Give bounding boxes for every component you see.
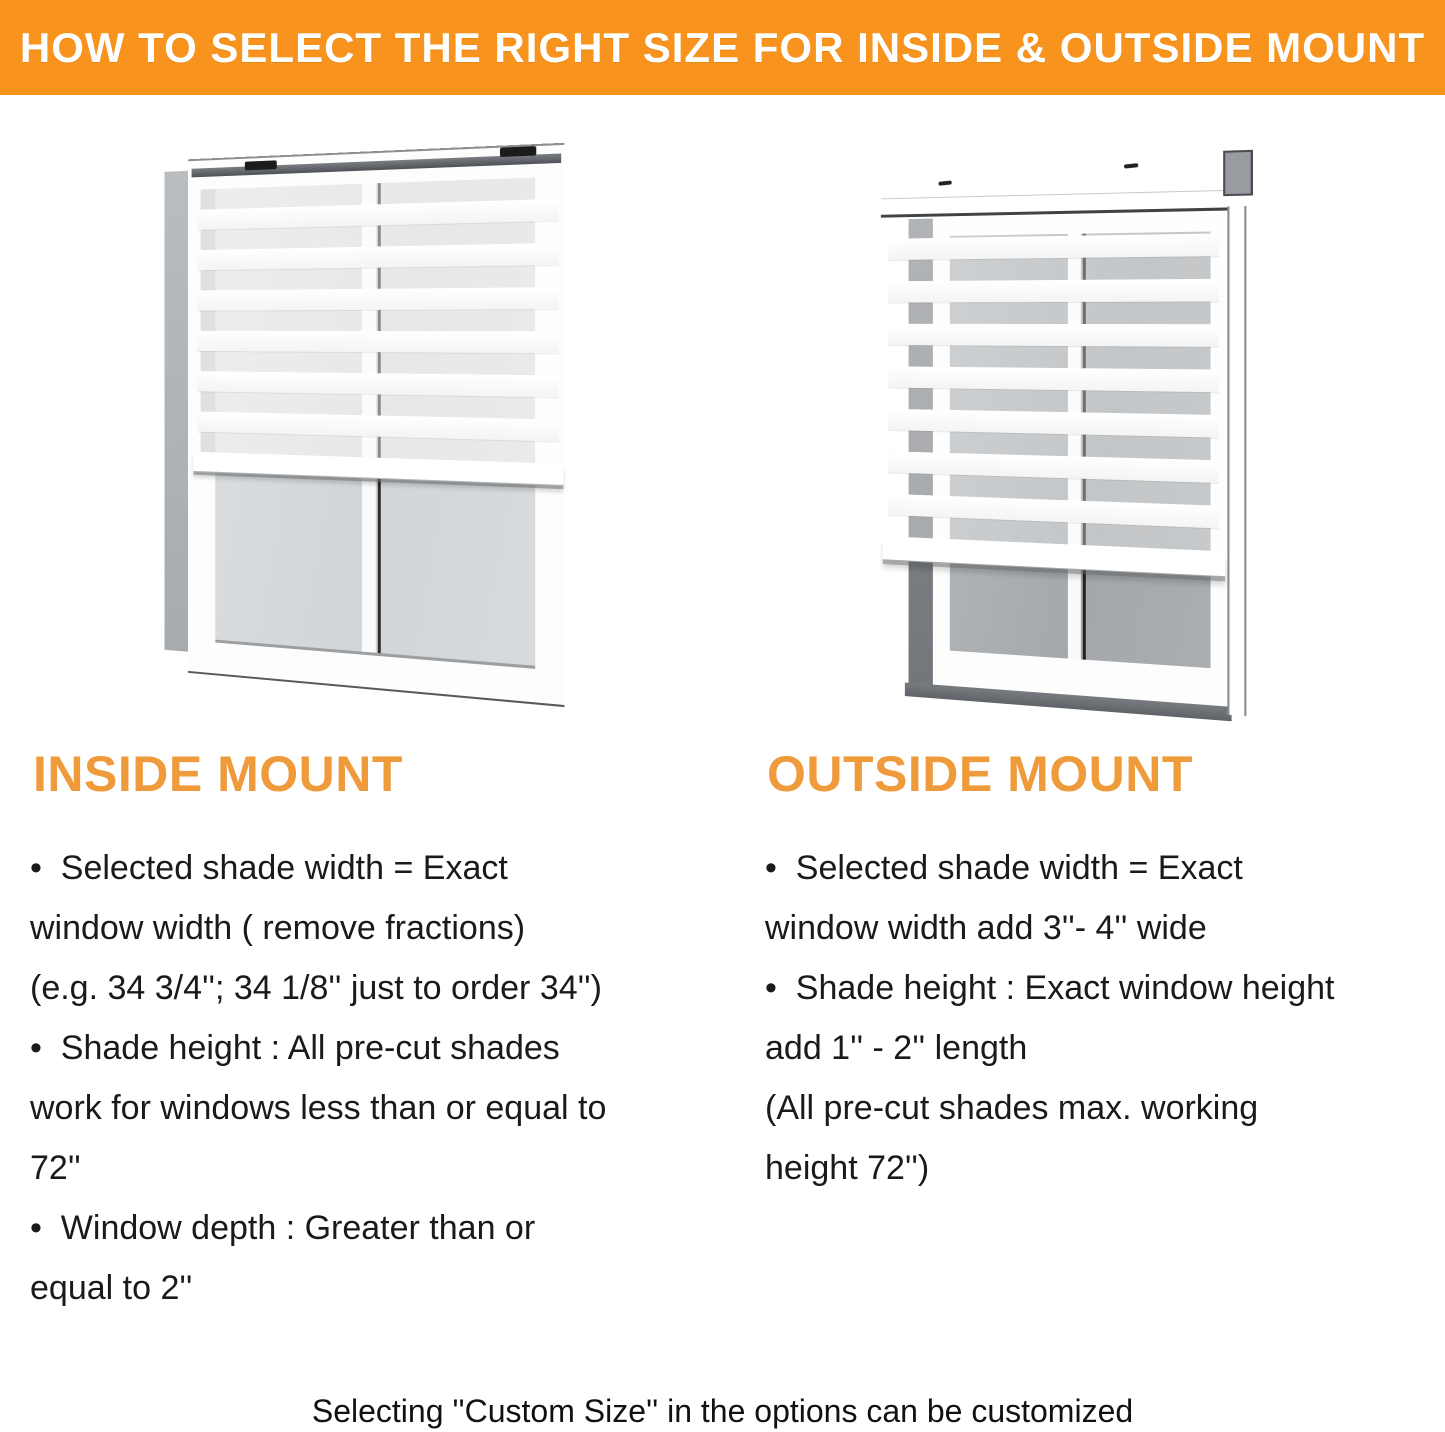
instruction-line: • Shade height : All pre-cut shades bbox=[30, 1029, 560, 1067]
instruction-line: height 72'') bbox=[765, 1149, 930, 1187]
instruction-line: window width add 3''- 4'' wide bbox=[765, 909, 1207, 947]
blind-fabric-stripe bbox=[197, 331, 559, 354]
blind-sheer-gap bbox=[888, 301, 1219, 324]
blind-fabric-stripe bbox=[197, 287, 559, 311]
zebra-blind-stripes bbox=[888, 211, 1219, 551]
instruction-line: window width ( remove fractions) bbox=[30, 909, 526, 947]
window-left-jamb bbox=[165, 171, 188, 652]
instruction-line: • Window depth : Greater than or bbox=[30, 1209, 536, 1247]
instruction-line: work for windows less than or equal to bbox=[30, 1089, 607, 1127]
instruction-line: • Selected shade width = Exact bbox=[30, 849, 508, 887]
zebra-blind-stripes bbox=[197, 177, 559, 464]
outside-mount-heading: OUTSIDE MOUNT bbox=[767, 746, 1193, 802]
window-right-rail bbox=[1227, 206, 1246, 716]
wall-screw-mark-icon bbox=[1124, 163, 1138, 168]
blind-sheer-gap bbox=[888, 256, 1219, 281]
page-title: HOW TO SELECT THE RIGHT SIZE FOR INSIDE & OUTSIDE MOUNT bbox=[19, 23, 1426, 71]
outside-mount-instructions bbox=[765, 838, 1445, 1198]
mounting-clip-icon bbox=[500, 146, 536, 157]
instruction-line: (All pre-cut shades max. working bbox=[765, 1089, 1259, 1127]
instruction-line: • Selected shade width = Exact bbox=[765, 849, 1243, 887]
wall-bracket bbox=[1223, 150, 1253, 196]
outside-mount-window-figure bbox=[881, 144, 1252, 725]
inside-mount-instructions bbox=[30, 838, 740, 1318]
instruction-line: 72'' bbox=[30, 1149, 81, 1187]
inside-mount-heading: INSIDE MOUNT bbox=[33, 746, 403, 802]
blind-sheer-gap bbox=[197, 309, 559, 331]
inside-mount-window-figure bbox=[165, 143, 565, 717]
mounting-clip-icon bbox=[245, 160, 277, 170]
instruction-line: • Shade height : Exact window height bbox=[765, 969, 1335, 1007]
blind-fabric-stripe bbox=[888, 279, 1219, 303]
instruction-line: add 1'' - 2'' length bbox=[765, 1029, 1028, 1067]
custom-size-note: Selecting ''Custom Size'' in the options can be customized bbox=[311, 1393, 1134, 1429]
instruction-line: (e.g. 34 3/4''; 34 1/8'' just to order 34'') bbox=[30, 969, 602, 1007]
instruction-line: equal to 2'' bbox=[30, 1269, 193, 1307]
title-banner bbox=[0, 0, 1445, 95]
wall-screw-mark-icon bbox=[938, 181, 951, 186]
blind-fabric-stripe bbox=[888, 324, 1219, 347]
